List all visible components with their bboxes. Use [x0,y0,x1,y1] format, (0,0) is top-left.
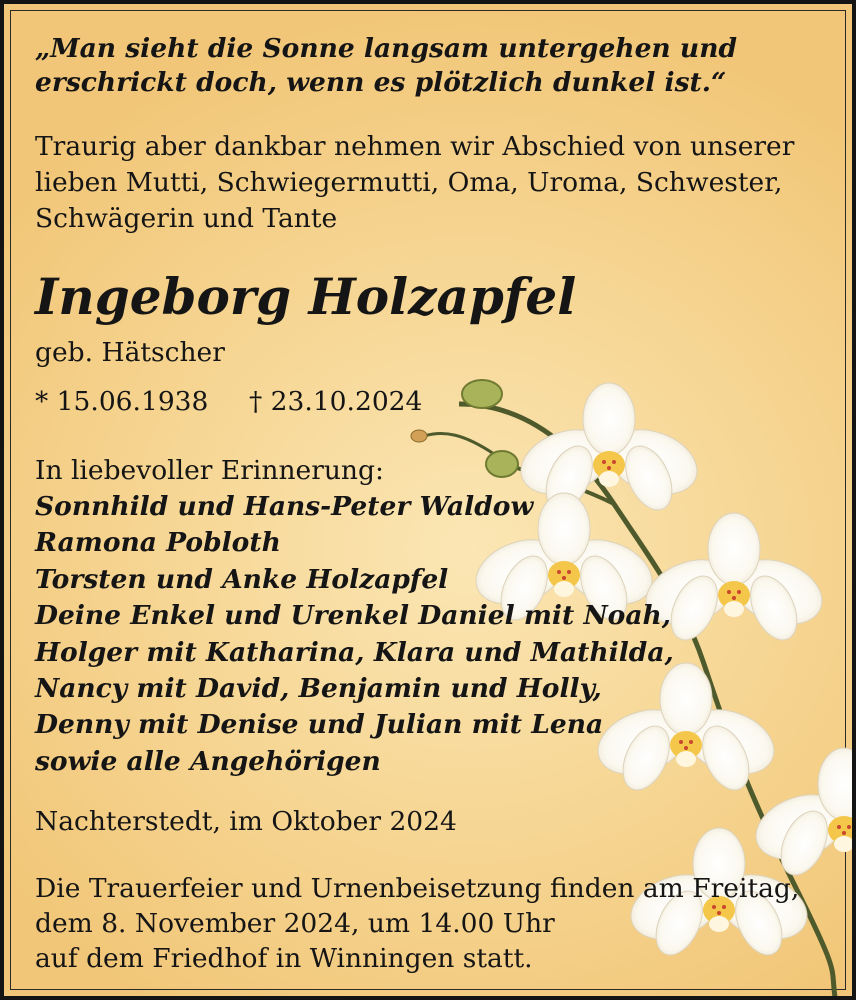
mourner-line: Deine Enkel und Urenkel Daniel mit Noah, [35,600,672,632]
place-date: Nachterstedt, im Oktober 2024 [35,806,457,837]
ceremony-line-3: auf dem Friedhof in Winningen statt. [35,943,533,974]
deceased-name: Ingeborg Holzapfel [35,267,577,326]
intro-line-2: lieben Mutti, Schwiegermutti, Oma, Uroma, Schwester, [35,167,783,198]
death-date: † 23.10.2024 [249,386,423,417]
ceremony-line-2: dem 8. November 2024, um 14.00 Uhr [35,908,555,939]
mourner-line: Ramona Pobloth [35,527,281,559]
mourner-line: Torsten und Anke Holzapfel [35,563,449,595]
mourners-heading: In liebevoller Erinnerung: [35,455,384,486]
mourner-line: Denny mit Denise und Julian mit Lena [35,709,604,741]
quote-line-1: „Man sieht die Sonne langsam untergehen und [35,33,737,64]
intro-line-1: Traurig aber dankbar nehmen wir Abschied von unserer [35,131,795,162]
mourner-line: sowie alle Angehörigen [35,745,381,777]
quote-line-2: erschrickt doch, wenn es plötzlich dunkel ist.“ [35,67,727,98]
birth-date: * 15.06.1938 [35,386,209,417]
maiden-name: geb. Hätscher [35,337,225,368]
mourner-line: Sonnhild und Hans-Peter Waldow [35,491,534,522]
mourner-line: Holger mit Katharina, Klara und Mathilda, [35,636,674,668]
intro-line-3: Schwägerin und Tante [35,203,338,234]
ceremony-line-1: Die Trauerfeier und Urnenbeisetzung finden am Freitag, [35,873,800,904]
mourner-line: Nancy mit David, Benjamin und Holly, [35,673,602,704]
